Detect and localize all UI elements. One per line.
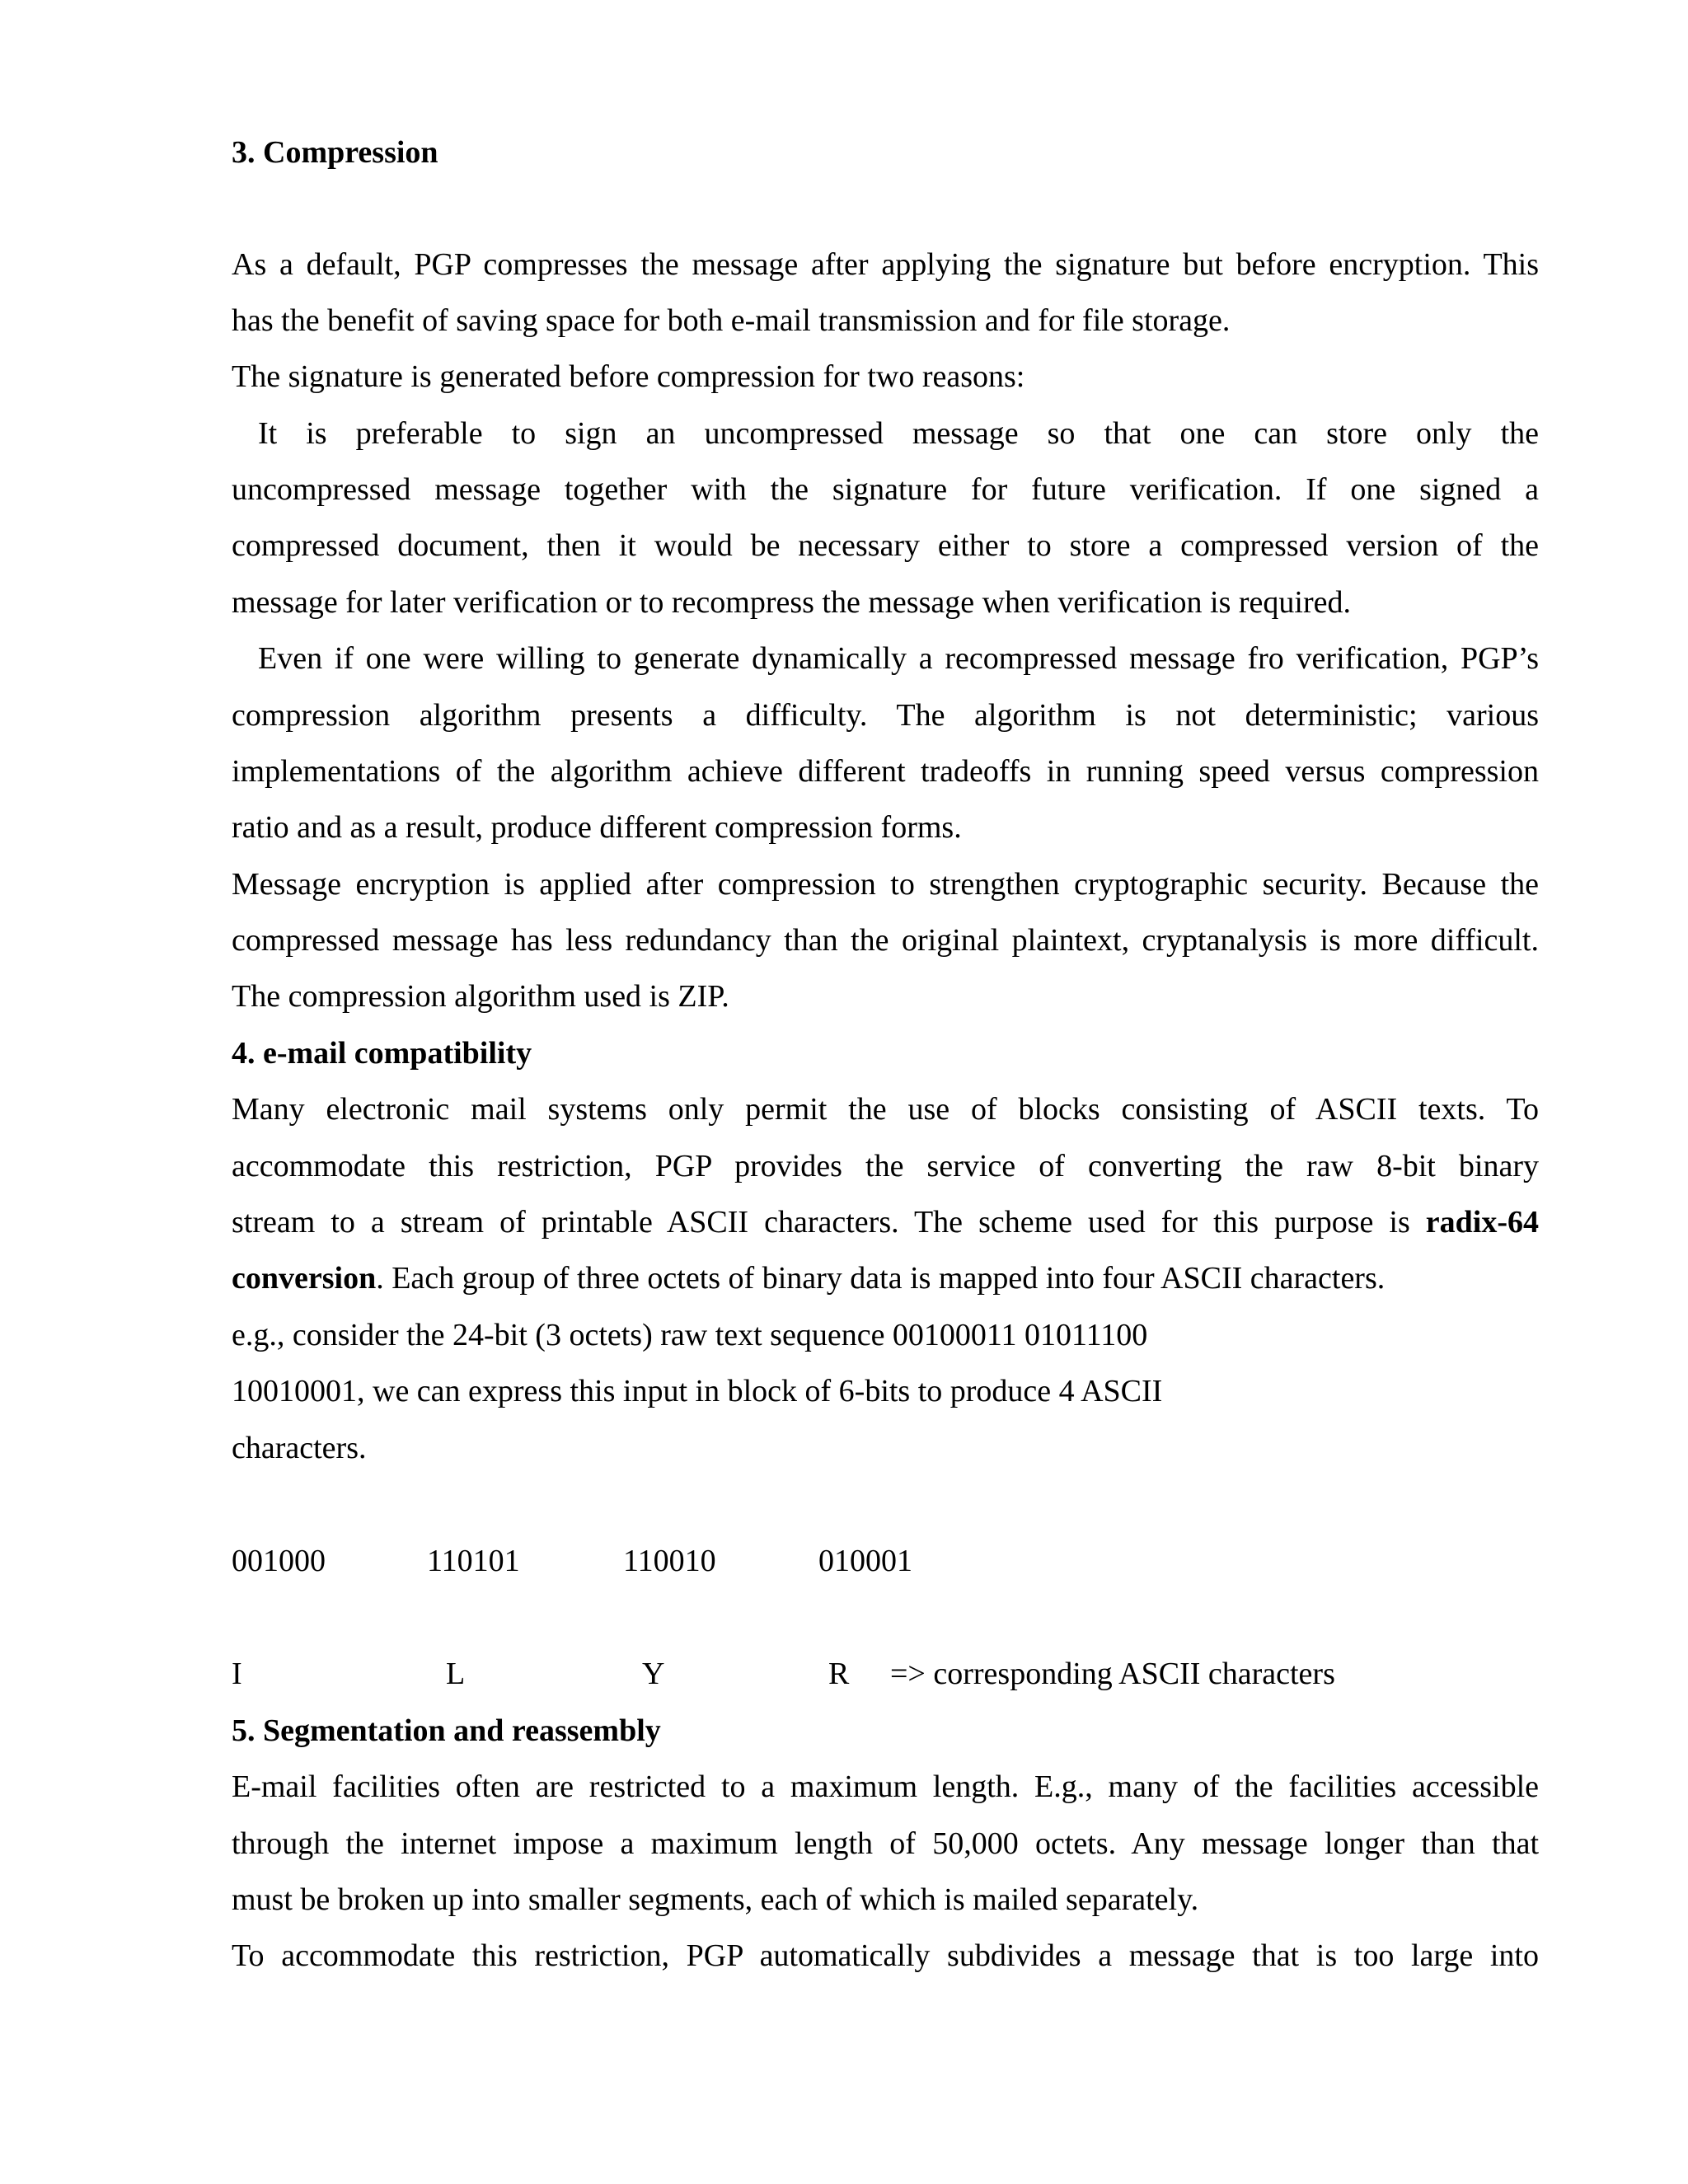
ascii-char: I (232, 1657, 242, 1691)
paragraph-line: compressed message has less redundancy than the original plaintext, cryptanalysis is more difficult. (232, 923, 1539, 958)
example-line: e.g., consider the 24-bit (3 octets) raw text sequence 00100011 01011100 (232, 1318, 1148, 1352)
paragraph-line: Message encryption is applied after compression to strengthen cryptographic security. Because the (232, 867, 1539, 902)
paragraph-line: The compression algorithm used is ZIP. (232, 979, 729, 1014)
paragraph-line: E-mail facilities often are restricted to a maximum length. E.g., many of the facilities accessible (232, 1769, 1539, 1804)
section-5-heading: 5. Segmentation and reassembly (232, 1713, 661, 1748)
bit-group: 001000 (232, 1544, 326, 1578)
paragraph-line: accommodate this restriction, PGP provides the service of converting the raw 8-bit binary (232, 1149, 1539, 1183)
paragraph-line: compression algorithm presents a difficulty. The algorithm is not deterministic; various (232, 698, 1539, 733)
bit-group: 110101 (427, 1544, 520, 1578)
paragraph-line: implementations of the algorithm achieve different tradeoffs in running speed versus compression (232, 754, 1539, 789)
paragraph-line: uncompressed message together with the signature for future verification. If one signed a (232, 472, 1539, 507)
bit-group: 110010 (623, 1544, 716, 1578)
section-3-heading: 3. Compression (232, 135, 438, 170)
paragraph-line: through the internet impose a maximum length of 50,000 octets. Any message longer than that (232, 1826, 1539, 1861)
paragraph-line: must be broken up into smaller segments, each of which is mailed separately. (232, 1882, 1199, 1917)
paragraph-line: Many electronic mail systems only permit the use of blocks consisting of ASCII texts. To (232, 1092, 1539, 1127)
paragraph-line: To accommodate this restriction, PGP automatically subdivides a message that is too large into (232, 1938, 1539, 1973)
example-line: 10010001, we can express this input in block of 6-bits to produce 4 ASCII (232, 1374, 1163, 1408)
paragraph-line: It is preferable to sign an uncompressed message so that one can store only the (258, 416, 1539, 451)
paragraph-line: Even if one were willing to generate dynamically a recompressed message fro verification, PGP’s (258, 641, 1539, 676)
paragraph-line: As a default, PGP compresses the message after applying the signature but before encryption. This (232, 247, 1539, 282)
paragraph-line: compressed document, then it would be necessary either to store a compressed version of the (232, 528, 1539, 563)
paragraph-text: . Each group of three octets of binary data is mapped into four ASCII characters. (376, 1261, 1386, 1296)
paragraph-line (232, 1259, 1539, 1297)
bit-group: 010001 (818, 1544, 912, 1578)
paragraph-text: stream to a stream of printable ASCII characters. The scheme used for this purpose is (232, 1205, 1426, 1240)
radix-64-term: radix-64 (1425, 1205, 1539, 1240)
paragraph-line: ratio and as a result, produce different compression forms. (232, 810, 962, 845)
ascii-char: L (446, 1657, 466, 1691)
ascii-note: => corresponding ASCII characters (890, 1657, 1335, 1691)
section-4-heading: 4. e-mail compatibility (232, 1036, 532, 1071)
paragraph-line (232, 1203, 1539, 1241)
ascii-char: Y (642, 1657, 665, 1691)
paragraph-line: message for later verification or to recompress the message when verification is required. (232, 585, 1351, 620)
paragraph-line: The signature is generated before compression for two reasons: (232, 359, 1025, 394)
conversion-term: conversion (232, 1261, 377, 1296)
example-line: characters. (232, 1431, 367, 1465)
paragraph-line: has the benefit of saving space for both e-mail transmission and for file storage. (232, 303, 1231, 338)
ascii-char: R (828, 1657, 850, 1691)
